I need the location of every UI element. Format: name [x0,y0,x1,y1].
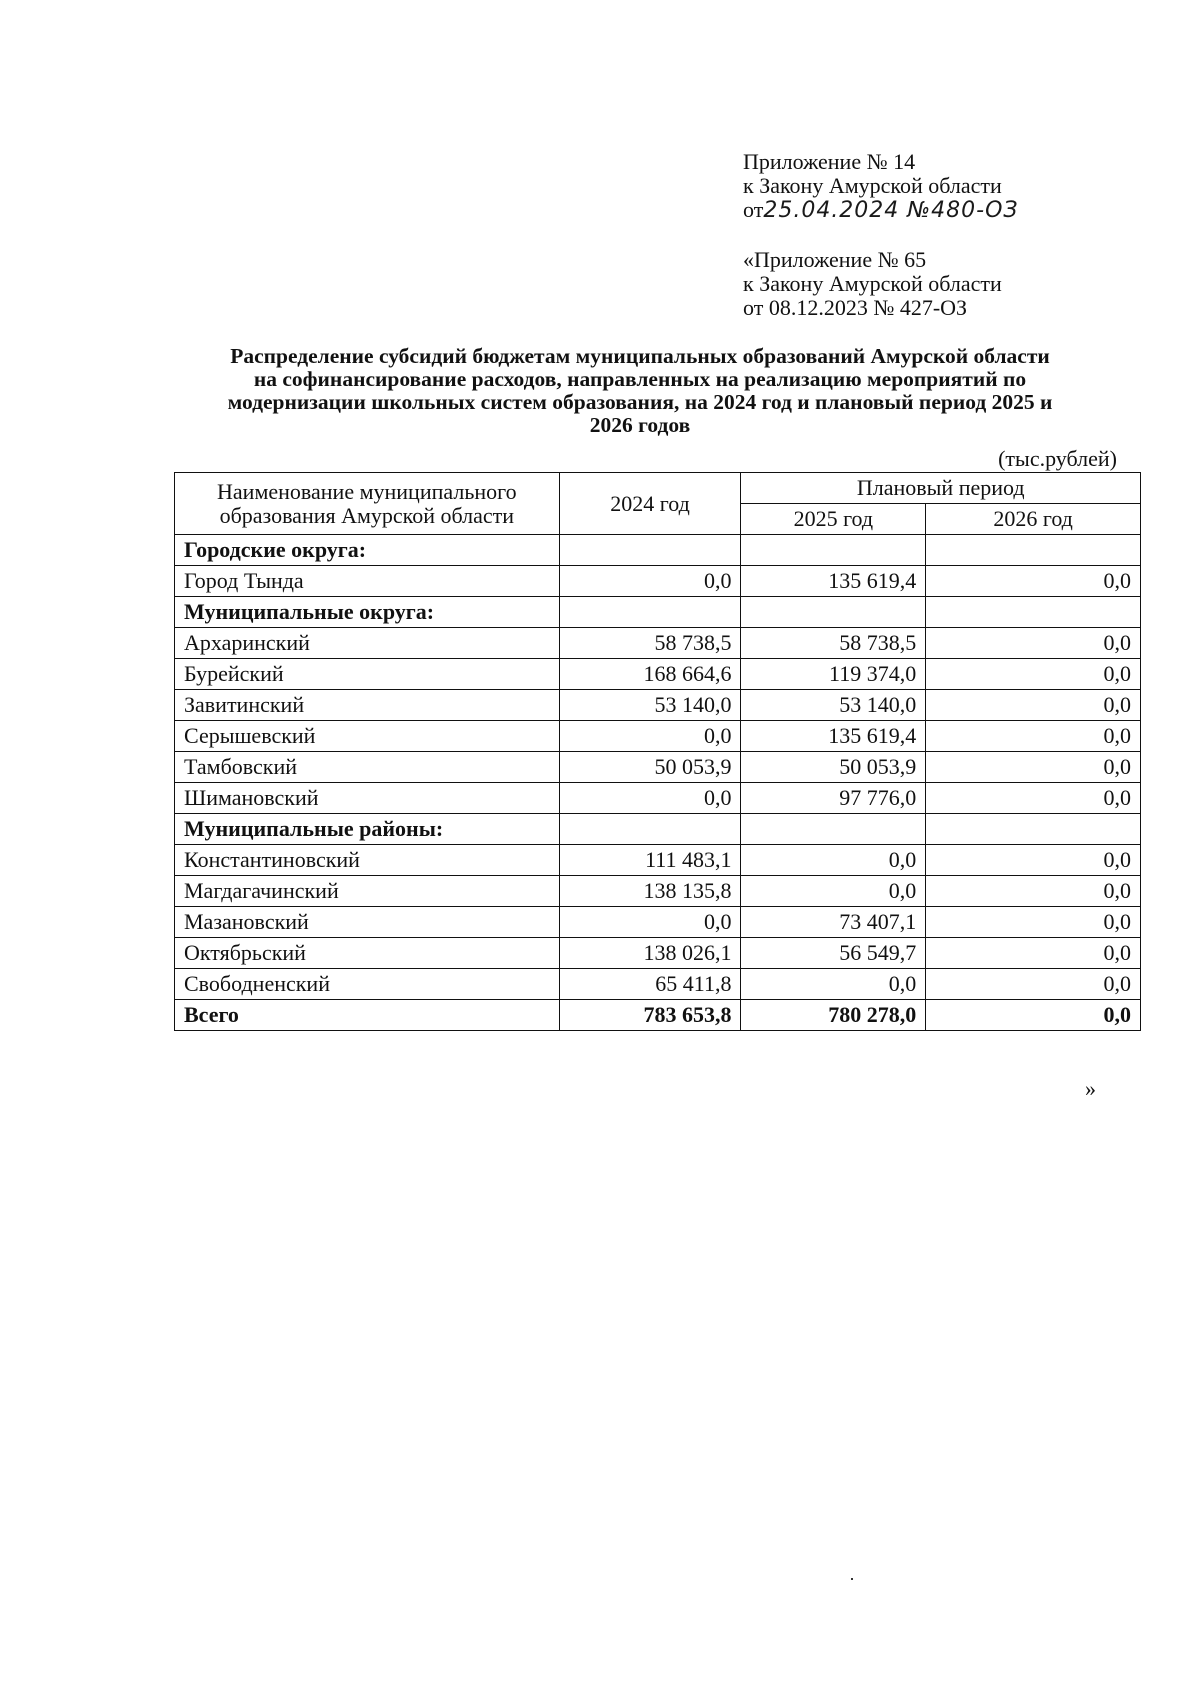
value-2024: 138 026,1 [559,938,741,969]
value-2024: 0,0 [559,783,741,814]
total-2026: 0,0 [926,1000,1141,1031]
closing-quote: » [1085,1076,1096,1101]
total-2025: 780 278,0 [741,1000,926,1031]
value-2026: 0,0 [926,566,1141,597]
group-label: Городские округа: [175,535,560,566]
table-row [175,907,1141,938]
document-title-line: на софинансирование расходов, направленных на реализацию мероприятий по [253,367,1027,391]
appendix-number: Приложение № 14 [743,149,916,174]
value-2026: 0,0 [926,752,1141,783]
value-2025: 135 619,4 [741,566,926,597]
header-municipality-name: Наименование муниципального образования Амурской области [175,473,560,535]
units-label: (тыс.рублей) [998,446,1117,471]
table-header-row [175,473,1141,504]
value-2024: 111 483,1 [559,845,741,876]
municipality-name: Шимановский [175,783,560,814]
subsidy-distribution-table [174,472,1141,1031]
original-appendix-date: от 08.12.2023 № 427-ОЗ [743,295,968,320]
original-appendix-block [743,248,1002,320]
value-2024: 0,0 [559,566,741,597]
table-row [175,566,1141,597]
municipality-name: Бурейский [175,659,560,690]
municipality-name: Свободненский [175,969,560,1000]
municipality-name: Город Тында [175,566,560,597]
header-year-2024: 2024 год [559,473,741,535]
header-planned-period: Плановый период [741,473,1141,504]
value-2026: 0,0 [926,783,1141,814]
municipality-name: Архаринский [175,628,560,659]
table-row [175,783,1141,814]
table-row [175,721,1141,752]
table-row [175,876,1141,907]
municipality-name: Завитинский [175,690,560,721]
empty-cell [741,535,926,566]
empty-cell [926,597,1141,628]
empty-cell [741,814,926,845]
value-2024: 0,0 [559,721,741,752]
scan-speck [851,1578,853,1580]
value-2025: 0,0 [741,845,926,876]
table-row [175,845,1141,876]
value-2024: 58 738,5 [559,628,741,659]
value-2025: 73 407,1 [741,907,926,938]
value-2024: 65 411,8 [559,969,741,1000]
value-2024: 0,0 [559,907,741,938]
table-row [175,969,1141,1000]
value-2025: 119 374,0 [741,659,926,690]
table-total-row [175,1000,1141,1031]
value-2026: 0,0 [926,628,1141,659]
empty-cell [926,814,1141,845]
table-row [175,938,1141,969]
empty-cell [741,597,926,628]
municipality-name: Магдагачинский [175,876,560,907]
value-2025: 56 549,7 [741,938,926,969]
group-label: Муниципальные округа: [175,597,560,628]
municipality-name: Серышевский [175,721,560,752]
value-2024: 168 664,6 [559,659,741,690]
table-row [175,752,1141,783]
header-year-2026: 2026 год [926,504,1141,535]
value-2026: 0,0 [926,907,1141,938]
table-row [175,659,1141,690]
table-row [175,690,1141,721]
appendix-block [743,150,1019,223]
municipality-name: Константиновский [175,845,560,876]
document-title-line: 2026 годов [589,413,691,437]
value-2026: 0,0 [926,876,1141,907]
municipality-name: Октябрьский [175,938,560,969]
value-2026: 0,0 [926,721,1141,752]
document-title-line: Распределение субсидий бюджетам муниципальных образований Амурской области [230,344,1050,368]
value-2025: 0,0 [741,876,926,907]
handwritten-date-signature: 25.04.2024 №480-ОЗ [763,198,1019,223]
value-2025: 97 776,0 [741,783,926,814]
document-title [160,345,1120,437]
municipality-name: Мазановский [175,907,560,938]
total-label: Всего [175,1000,560,1031]
appendix-date-line [743,198,1019,223]
value-2025: 53 140,0 [741,690,926,721]
value-2026: 0,0 [926,659,1141,690]
value-2024: 50 053,9 [559,752,741,783]
appendix-date-prefix: от [743,197,764,222]
document-title-line: модернизации школьных систем образования, на 2024 год и плановый период 2025 и [227,390,1053,414]
empty-cell [559,535,741,566]
empty-cell [559,814,741,845]
total-2024: 783 653,8 [559,1000,741,1031]
header-year-2025: 2025 год [741,504,926,535]
value-2026: 0,0 [926,938,1141,969]
table-group-row [175,597,1141,628]
value-2026: 0,0 [926,690,1141,721]
value-2025: 0,0 [741,969,926,1000]
table-group-row [175,814,1141,845]
value-2025: 135 619,4 [741,721,926,752]
value-2024: 138 135,8 [559,876,741,907]
empty-cell [926,535,1141,566]
table-group-row [175,535,1141,566]
value-2025: 50 053,9 [741,752,926,783]
group-label: Муниципальные районы: [175,814,560,845]
original-appendix-number: «Приложение № 65 [743,247,927,272]
value-2025: 58 738,5 [741,628,926,659]
original-appendix-law-reference: к Закону Амурской области [743,271,1002,296]
value-2026: 0,0 [926,845,1141,876]
municipality-name: Тамбовский [175,752,560,783]
value-2024: 53 140,0 [559,690,741,721]
appendix-law-reference: к Закону Амурской области [743,173,1002,198]
table-row [175,628,1141,659]
value-2026: 0,0 [926,969,1141,1000]
empty-cell [559,597,741,628]
